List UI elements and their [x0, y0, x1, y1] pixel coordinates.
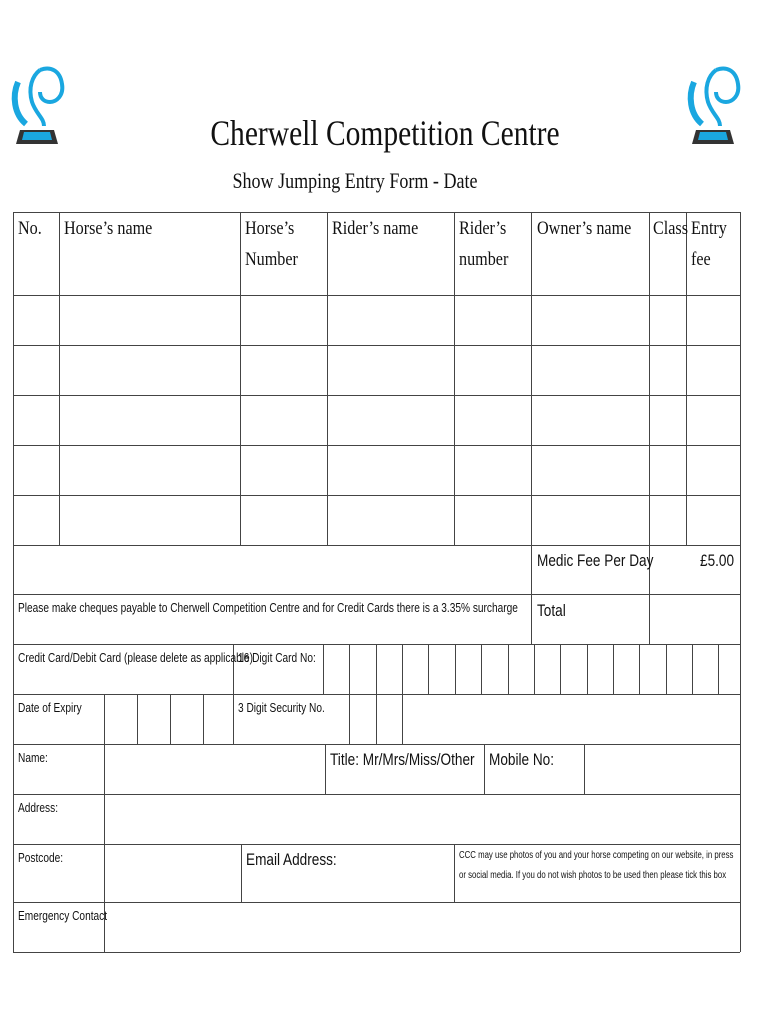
postcode-input[interactable]: [105, 845, 241, 902]
table-row[interactable]: [14, 396, 740, 445]
column-header-rider-number: Rider’s: [459, 218, 507, 239]
column-header-horse-number-line2: Number: [245, 249, 298, 270]
email-label: Email Address:: [246, 850, 337, 869]
security-code-input[interactable]: [350, 695, 402, 744]
medic-fee-value: £5.00: [700, 551, 735, 570]
postcode-label: Postcode:: [18, 850, 64, 865]
total-label: Total: [537, 601, 566, 620]
photo-notice-line2: or social media. If you do not wish photos to be used then please tick this box: [459, 870, 727, 881]
column-header-no: No.: [18, 218, 42, 239]
card-number-label: 16 Digit Card No:: [238, 650, 316, 665]
table-row[interactable]: [14, 296, 740, 345]
expiry-input[interactable]: [105, 695, 233, 744]
name-label: Name:: [18, 750, 48, 765]
column-header-rider-number-line2: number: [459, 249, 509, 270]
table-row[interactable]: [14, 496, 740, 545]
total-field[interactable]: [650, 595, 740, 644]
card-number-input[interactable]: [324, 645, 740, 694]
photo-opt-out-checkbox[interactable]: [700, 866, 730, 888]
column-header-rider-name: Rider’s name: [332, 218, 419, 239]
table-row[interactable]: [14, 346, 740, 395]
column-header-owner-name: Owner’s name: [537, 218, 632, 239]
page-title: Cherwell Competition Centre: [210, 113, 560, 153]
name-input[interactable]: [105, 745, 325, 794]
emergency-contact-input[interactable]: [105, 903, 740, 952]
expiry-label: Date of Expiry: [18, 700, 82, 715]
column-header-horse-name: Horse’s name: [64, 218, 153, 239]
address-input[interactable]: [105, 795, 740, 844]
address-label: Address:: [18, 800, 59, 815]
mobile-label: Mobile No:: [489, 750, 555, 769]
column-header-entry-fee: Entry: [691, 218, 727, 239]
column-header-class: Class: [653, 218, 689, 239]
horse-head-logo-icon: [10, 62, 68, 152]
emergency-contact-label: Emergency Contact: [18, 908, 108, 923]
security-label: 3 Digit Security No.: [238, 700, 325, 715]
mobile-input[interactable]: [585, 745, 740, 794]
column-header-entry-fee-line2: fee: [691, 249, 711, 270]
medic-fee-label: Medic Fee Per Day: [537, 551, 654, 570]
photo-notice-line1: CCC may use photos of you and your horse competing on our website, in press: [459, 850, 734, 861]
column-header-horse-number: Horse’s: [245, 218, 295, 239]
form-subtitle: Show Jumping Entry Form - Date: [232, 168, 478, 193]
title-label: Title: Mr/Mrs/Miss/Other: [330, 750, 475, 769]
table-row[interactable]: [14, 446, 740, 495]
card-type-label: Credit Card/Debit Card (please delete as applicable): [18, 650, 254, 665]
cheque-note: Please make cheques payable to Cherwell Competition Centre and for Credit Cards there is a 3.35% surcharge: [18, 600, 518, 615]
